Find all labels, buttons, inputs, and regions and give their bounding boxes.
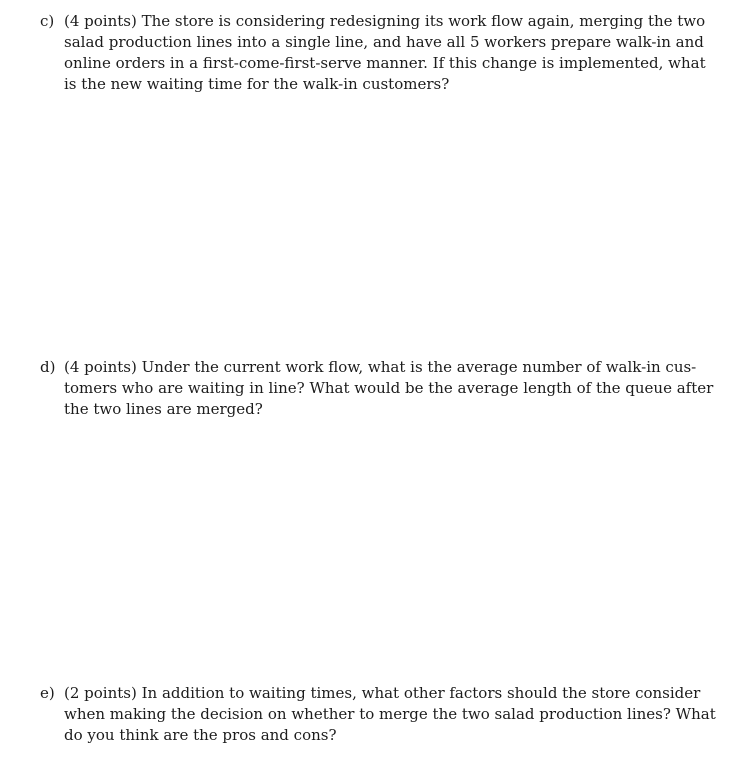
- question-text-line: (4 points) The store is considering redesigning its work flow again, merging the two: [64, 12, 706, 30]
- question-text-line: online orders in a first-come-first-serve manner. If this change is implemented, what: [64, 54, 706, 72]
- question-text-line: is the new waiting time for the walk-in customers?: [64, 75, 450, 93]
- question-text-line: salad production lines into a single line, and have all 5 workers prepare walk-in and: [64, 33, 704, 51]
- question-text-line: do you think are the pros and cons?: [64, 726, 337, 744]
- question-text-line: tomers who are waiting in line? What would be the average length of the queue after: [64, 379, 714, 397]
- question-text-line: when making the decision on whether to merge the two salad production lines? What: [64, 705, 716, 723]
- question-text-line: (4 points) Under the current work flow, what is the average number of walk-in cus-: [64, 358, 697, 376]
- question-text-line: the two lines are merged?: [64, 400, 263, 418]
- question-label: c): [40, 12, 55, 30]
- question-label: e): [40, 684, 55, 702]
- question-label: d): [40, 358, 56, 376]
- question-text-line: (2 points) In addition to waiting times, what other factors should the store consider: [64, 684, 701, 702]
